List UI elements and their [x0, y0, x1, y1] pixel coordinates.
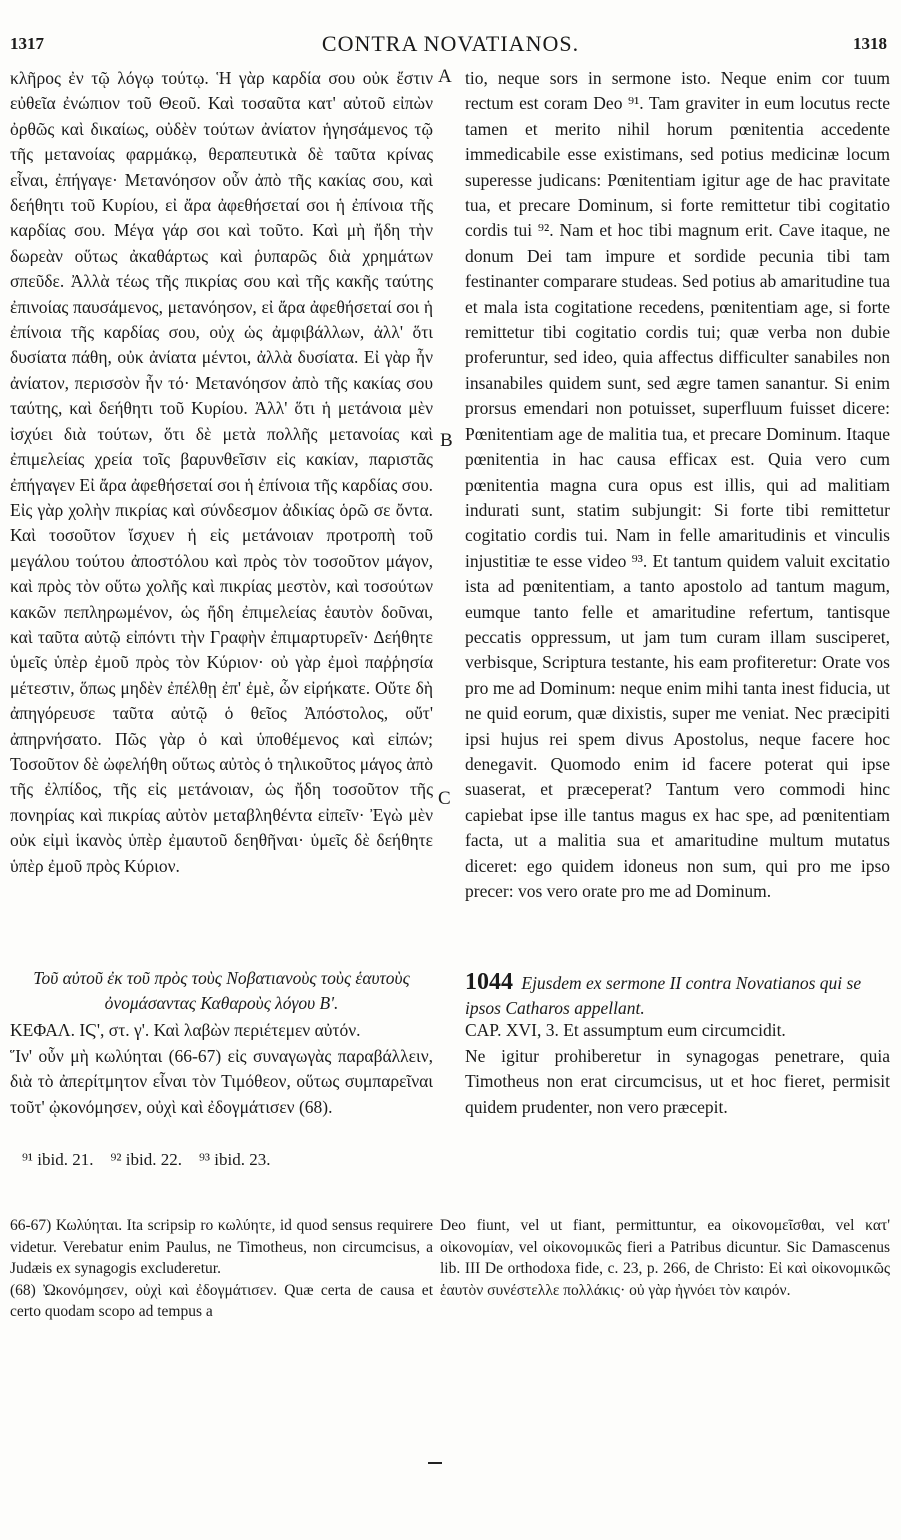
greek-section-title: Τοῦ αὐτοῦ ἐκ τοῦ πρὸς τοὺς Νοβατιανοὺς τοὺς ἑαυτοὺς ὀνομάσαντας Καθαροὺς λόγου Β'. [33, 968, 410, 1013]
greek-chapter-text: Ἵν' οὖν μὴ κωλύηται (66-67) εἰς συναγωγὰς παραβάλλειν, διὰ τὸ ἀπερίτμητον εἶναι τὸν Τιμόθεον, οὕτως συμπαρεῖναι τοῦτ' ᾠκονόμησεν, οὐχὶ καὶ ἐδογμάτισεν (68). [10, 1046, 433, 1117]
greek-column [10, 66, 433, 879]
latin-chapter-text: Ne igitur prohiberetur in synagogas penetrare, quia Timotheus non erat circumcisus, ut et hoc fieret, permisit quidem prudenter, non vero præcepit. [465, 1046, 890, 1117]
notes-right-column [440, 1215, 890, 1301]
section-title-text: Ejusdem ex sermone II contra Novatianos qui se ipsos Catharos appellant. [465, 973, 862, 1018]
margin-marker-c: C [438, 788, 451, 809]
page-header [0, 28, 901, 62]
left-page-number: 1317 [10, 34, 44, 53]
greek-paragraph: κλῆρος ἐν τῷ λόγῳ τούτῳ. Ἡ γὰρ καρδία σου οὐκ ἔστιν εὐθεῖα ἐνώπιον τοῦ Θεοῦ. Καὶ τοσαῦτα κατ' αὐτοῦ εἰπὼν ὀρθῶς καὶ δικαίως, οὐδὲν τούτων ἀνίατον ἡγησάμενος τῷ τῆς μετανοίας φαρμάκῳ, θεραπευτικὰ δὲ ταῦτα κρίνας εἶναι, ἐπήγαγε· Μετανόησον οὖν ἀπὸ τῆς κακίας σου, καὶ δεήθητι τοῦ Κυρίου, εἰ ἄρα ἀφεθήσεταί σοι ἡ ἐπίνοια τῆς καρδίας σου. Μέγα γάρ σοι καὶ τοῦτο. Καὶ μὴ ἤδη τὴν δωρεὰν οὕτως ἀκαθάρτως καὶ ῥυπαρῶς διὰ χρημάτων σπεῦδε. Ἀλλὰ τέως τῆς πικρίας σου καὶ τῆς κακῆς ταύτης ἐπινοίας παυσάμενος, μετανόησον, εἰ ἄρα ἀφεθήσεταί σοι ἡ ἐπίνοια τῆς καρδίας σου, οὐχ ὡς ἀμφιβάλλων, ἀλλ' ὅτι δυσίατα πάθη, οὐκ ἀνίατα μέντοι, ἀλλὰ δυσίατα. Εἰ γὰρ ἦν ἀνίατον, περισσὸν ἦν τό· Μετανόησον ἀπὸ τῆς κακίας σου ταύτης, καὶ δεήθητι τοῦ Κυρίου. Ἀλλ' ὅτι ἡ μετάνοια μὲν ἰσχύει διὰ τούτων, ὅτι δὲ μετὰ πολλῆς μετανοίας καὶ ἐπιμελείας χρεία τοῖς βαρυνθεῖσιν εἰς κακίαν, παριστᾶς ἐπήγαγεν Εἰ ἄρα ἀφεθήσεταί σοι ἡ ἐπίνοια τῆς καρδίας σου. Εἰς γὰρ χολὴν πικρίας καὶ σύνδεσμον ἀδικίας ὁρῶ σε ὄντα. Καὶ τοσοῦτον ἴσχυεν ἡ εἰς μετάνοιαν προτροπὴ τοῦ μεγάλου τούτου ἀποστόλου καὶ πρὸς τὸν τοσοῦτον μάγον, καὶ πρὸς τὸν οὕτω χολῆς καὶ πικρίας μεστὸν, καὶ τοσούτων κακῶν πεπληρωμένον, ὡς ἤδη ἐπιμελείας ἑαυτὸν δοῦναι, καὶ ταῦτα αὐτῷ εἰπόντι τὴν Γραφὴν ἐπιμαρτυρεῖν· Δεήθητε ὑμεῖς ὑπὲρ ἐμοῦ πρὸς τὸν Κύριον· οὐ γὰρ ἐμοὶ παῤῥησία μέτεστιν, ὅπως μηδὲν ἐπέλθῃ ἐπ' ἐμὲ, ὧν εἰρήκατε. Οὔτε δὴ ἀπηγόρευσε ταῦτα αὐτῷ ὁ θεῖος Ἀπόστολος, οὔτ' ἀπηρνήσατο. Πῶς γὰρ ὁ καὶ ὑποθέμενος καὶ εἰπών; Τοσοῦτον δὲ ὠφελήθη οὕτως αὐτὸς ὁ τηλικοῦτος μάγος ἀπὸ τῆς ἐλπίδος, τῆς εἰς μετάνοιαν, ὡς ἤδη τοσοῦτον τῆς πονηρίας καὶ πικρίας αὐτὸν μεταβληθέντα εἰπεῖν· Ἐγὼ μὲν οὐκ εἰμὶ ἱκανὸς ὑπὲρ ἐμαυτοῦ δεηθῆναι· ὑμεῖς δὲ δεήθητε ὑπὲρ ἐμοῦ πρὸς Κύριον. [10, 68, 433, 876]
page-end-dash [428, 1462, 442, 1464]
section-number: 1044 [465, 969, 513, 995]
footnote-ref: ⁹² ibid. 22. [110, 1150, 182, 1169]
note-paragraph: 66-67) Κωλύηται. Ita scripsip ro κωλύητε, id quod sensus requirere videtur. Verebatur enim Paulus, ne Timotheus, non circumcisus, a Judæis ex synagogis excluderetur. [10, 1217, 433, 1277]
note-paragraph: Deo fiunt, vel ut fiant, permittuntur, ea οἰκονομεῖσθαι, vel κατ' οἰκονομίαν, vel οἰκονομικῶς fieri a Patribus dicuntur. Sic Damascenus lib. III De orthodoxa fide, c. 23, p. 266, de Christo: Εἰ καὶ οἰκονομικῶς ἑαυτὸν συνέστελλε πολλάκις· οὐ γὰρ ἠγνόει τὸν καιρόν. [440, 1217, 890, 1299]
latin-section-title [465, 970, 890, 1021]
footnote-ref: ⁹³ ibid. 23. [198, 1150, 271, 1169]
running-title: CONTRA NOVATIANOS. [321, 31, 580, 56]
latin-column [465, 66, 890, 904]
footnote-ref: ⁹¹ ibid. 21. [22, 1150, 94, 1169]
margin-marker-b: B [440, 430, 453, 451]
margin-marker-a: A [438, 66, 452, 87]
footnote-references [22, 1150, 270, 1170]
notes-left-column [10, 1215, 433, 1323]
note-paragraph: (68) Ὠκονόμησεν, οὐχὶ καὶ ἐδογμάτισεν. Quæ certa de causa et certo quodam scopo ad tempus a [10, 1281, 433, 1320]
greek-chapter-heading: ΚΕΦΑΛ. ΙϚ', στ. γ'. Καὶ λαβὼν περιέτεμεν αὐτόν. [10, 1020, 361, 1040]
latin-paragraph: tio, neque sors in sermone isto. Neque enim cor tuum rectum est coram Deo ⁹¹. Tam graviter in eum locutus recte tamen et merito nihil horum pœnitentia accedente immedicabile esse existimans, sed potius medicinæ locum superesse judicans: Pœnitentiam igitur age de hac pravitate tua, et precare Dominum, si forte remittetur tibi cogitatio cordis tui ⁹². Nam et hoc tibi magnum erit. Cave itaque, ne donum Dei tam impure et sordide pecunia tibi tam festinanter comparare studeas. Sed potius ab amaritudine tua et mala ista cogitatione recedens, pœnitentiam age, si forte remittetur tibi cogitatio cordis tui; quæ verba non dubie proferuntur, sed ideo, quia affectus difficulter sanabiles non insanabiles quidem sunt, sed ægre tamen sanantur. Si enim prorsus emendari non potuisset, superfluum fuisset dicere: Pœnitentiam age de malitia tua, et precare Dominum. Itaque pœnitentia in hac causa efficax est. Quia vero cum pœnitentia magna cura opus est illis, qui ad malitiam indurati sunt, statim subjungit: Si forte tibi remittetur cogitatio cordis tui. Nam in felle amaritudinis et vinculis injustitiæ te esse video ⁹³. Et tantum quidem valuit excitatio ista ad pœnitentiam, a tanto apostolo ad tantum magum, eumque tanto felle et amaritudine refertum, tantisque peccatis oppressum, ut jam tum curam illam susciperet, verbisque, Scriptura testante, his eam profiteretur: Orate vos pro me ad Dominum: neque enim mihi tanta inest fiducia, ut ne quid eorum, quæ dixistis, super me veniat. Nec præcipiti ipsi hujus rei spem divus Apostolus, neque facere hoc denegavit. Quomodo enim id facere poterat qui ipse suaserat, et præceperat? Tantum vero commodi hinc capiebat ipse ille tantus magus ex hac spe, ad pœnitentiam facta, ut a malitia sua et amaritudine multum mutatus diceret: ego quidem idoneus non sum, qui pro me ipso precer: vos vero orate pro me ad Dominum. [465, 68, 890, 901]
latin-chapter-heading: CAP. XVI, 3. Et assumptum eum circumcidit. [465, 1020, 786, 1040]
right-page-number: 1318 [853, 34, 887, 53]
